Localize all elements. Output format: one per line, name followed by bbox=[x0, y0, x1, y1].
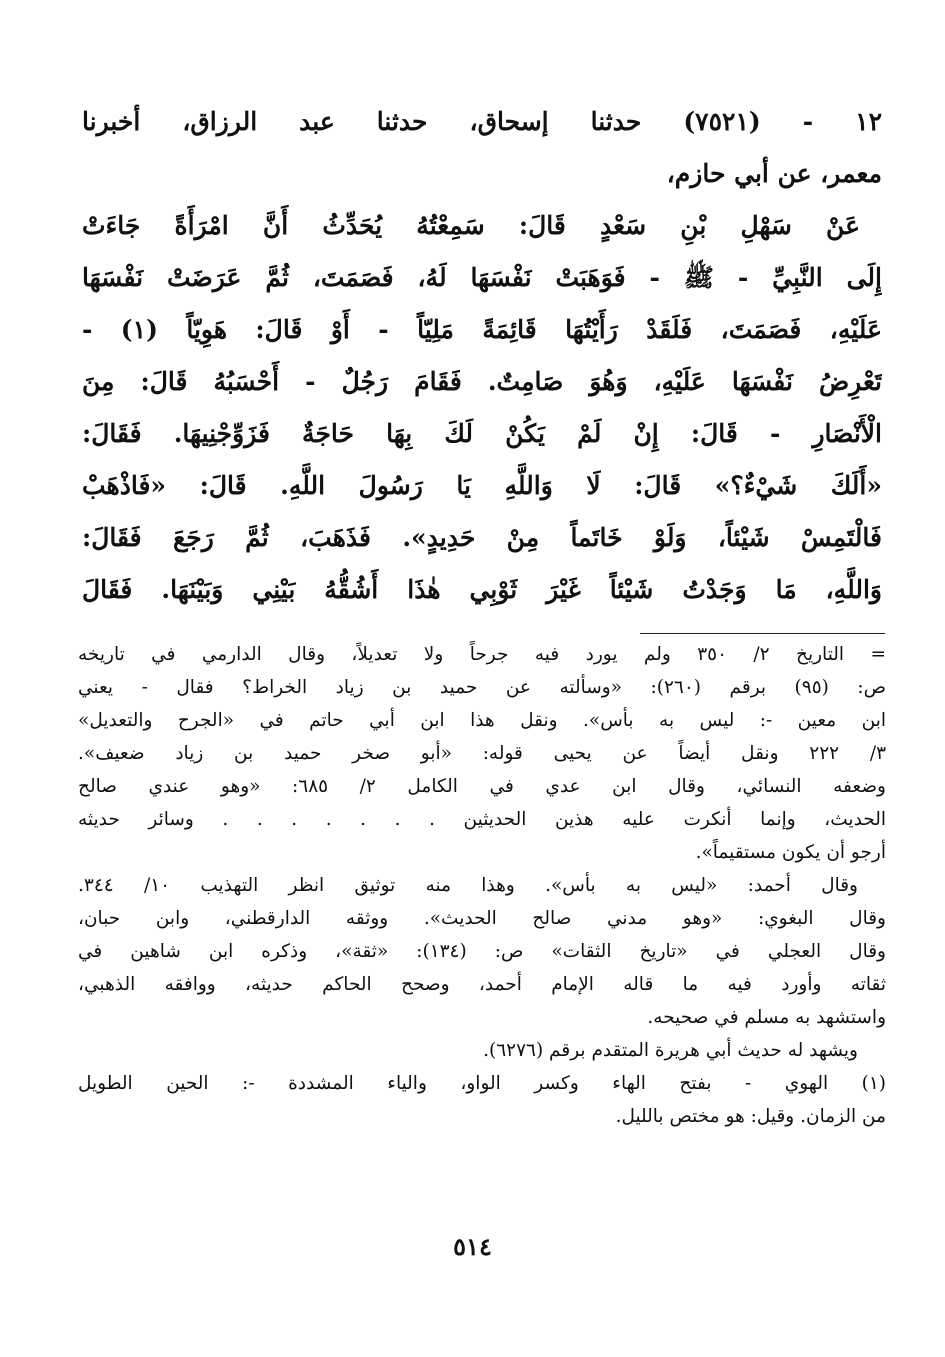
hadith-line: معمر، عن أبي حازم، bbox=[666, 159, 882, 188]
footnote-line: وضعفه النسائي، وقال ابن عدي في الكامل ٢/ ٦٨٥: «وهو عندي صالح bbox=[78, 776, 886, 797]
hadith-line: وَاللَّهِ، مَا وَجَدْتُ شَيْئاً غَيْرَ ثَوْبِي هٰذَا أَشُقُّهُ بَيْنِي وَبَيْنَهَا. فَقَالَ bbox=[82, 575, 882, 604]
footnote-line: من الزمان. وقيل: هو مختص بالليل. bbox=[615, 1106, 886, 1127]
hadith-text bbox=[82, 96, 882, 616]
footnote-line: ص: (٩٥) برقم (٢٦٠): «وسألته عن حميد بن زياد الخراط؟ فقال - يعني bbox=[78, 677, 886, 698]
hadith-line: الْأَنْصَارِ - قَالَ: إِنْ لَمْ يَكُنْ لَكَ بِهَا حَاجَةٌ فَزَوِّجْنِيهَا. فَقَالَ: bbox=[82, 419, 882, 448]
footnote-line: (١) الهوي - بفتح الهاء وكسر الواو، والياء المشددة -: الحين الطويل bbox=[78, 1073, 886, 1094]
footnote-divider bbox=[640, 633, 885, 634]
footnote-line: ٣/ ٢٢٢ ونقل أيضاً عن يحيى قوله: «أبو صخر حميد بن زياد ضعيف». bbox=[78, 743, 886, 764]
hadith-line: تَعْرِضُ نَفْسَهَا عَلَيْهِ، وَهُوَ صَامِتٌ. فَقَامَ رَجُلٌ - أَحْسَبُهُ قَالَ: مِنَ bbox=[82, 367, 882, 396]
footnotes-section bbox=[78, 638, 886, 1133]
footnote-line: أرجو أن يكون مستقيماً». bbox=[695, 842, 886, 863]
footnote-line: وقال العجلي في «تاريخ الثقات» ص: (١٣٤): «ثقة»، وذكره ابن شاهين في bbox=[78, 941, 886, 962]
footnote-line: ثقاته وأورد فيه ما قاله الإمام أحمد، وصحح الحاكم حديثه، ووافقه الذهبي، bbox=[78, 974, 886, 995]
hadith-line: «أَلَكَ شَيْءٌ؟» قَالَ: لَا وَاللَّهِ يَا رَسُولَ اللَّهِ. قَالَ: «فَاذْهَبْ bbox=[82, 471, 882, 500]
footnote-line: ويشهد له حديث أبي هريرة المتقدم برقم (٦٢٧٦). bbox=[483, 1040, 858, 1061]
footnote-line: وقال أحمد: «ليس به بأس». وهذا منه توثيق انظر التهذيب ١٠/ ٣٤٤. bbox=[78, 875, 858, 896]
hadith-line: ١٢ - (٧٥٢١) حدثنا إسحاق، حدثنا عبد الرزاق، أخبرنا bbox=[82, 107, 882, 136]
footnote-line: ابن معين -: ليس به بأس». ونقل هذا ابن أبي حاتم في «الجرح والتعديل» bbox=[78, 710, 886, 731]
footnote-line: الحديث، وإنما أنكرت عليه هذين الحديثين . . . . . . . وسائر حديثه bbox=[78, 809, 886, 830]
page-number: ٥١٤ bbox=[453, 1232, 492, 1261]
footnote-line: وقال البغوي: «وهو مدني صالح الحديث». ووثقه الدارقطني، وابن حبان، bbox=[78, 908, 886, 929]
footnote-line: واستشهد به مسلم في صحيحه. bbox=[647, 1007, 886, 1028]
hadith-line: عَنْ سَهْلِ بْنِ سَعْدٍ قَالَ: سَمِعْتُهُ يُحَدِّثُ أَنَّ امْرَأَةً جَاءَتْ bbox=[82, 211, 860, 240]
footnote-line: = التاريخ ٢/ ٣٥٠ ولم يورد فيه جرحاً ولا تعديلاً، وقال الدارمي في تاريخه bbox=[78, 644, 886, 665]
hadith-line: عَلَيْهِ، فَصَمَتَ، فَلَقَدْ رَأَيْتُهَا قَائِمَةً مَلِيّاً - أَوْ قَالَ: هَوِيّاً (١) - bbox=[82, 315, 882, 344]
hadith-line: إِلَى النَّبِيِّ - ﷺ - فَوَهَبَتْ نَفْسَهَا لَهُ، فَصَمَتَ، ثُمَّ عَرَضَتْ نَفْسَهَا bbox=[82, 263, 882, 292]
hadith-line: فَالْتَمِسْ شَيْئاً، وَلَوْ خَاتَماً مِنْ حَدِيدٍ». فَذَهَبَ، ثُمَّ رَجَعَ فَقَالَ: bbox=[82, 523, 882, 552]
